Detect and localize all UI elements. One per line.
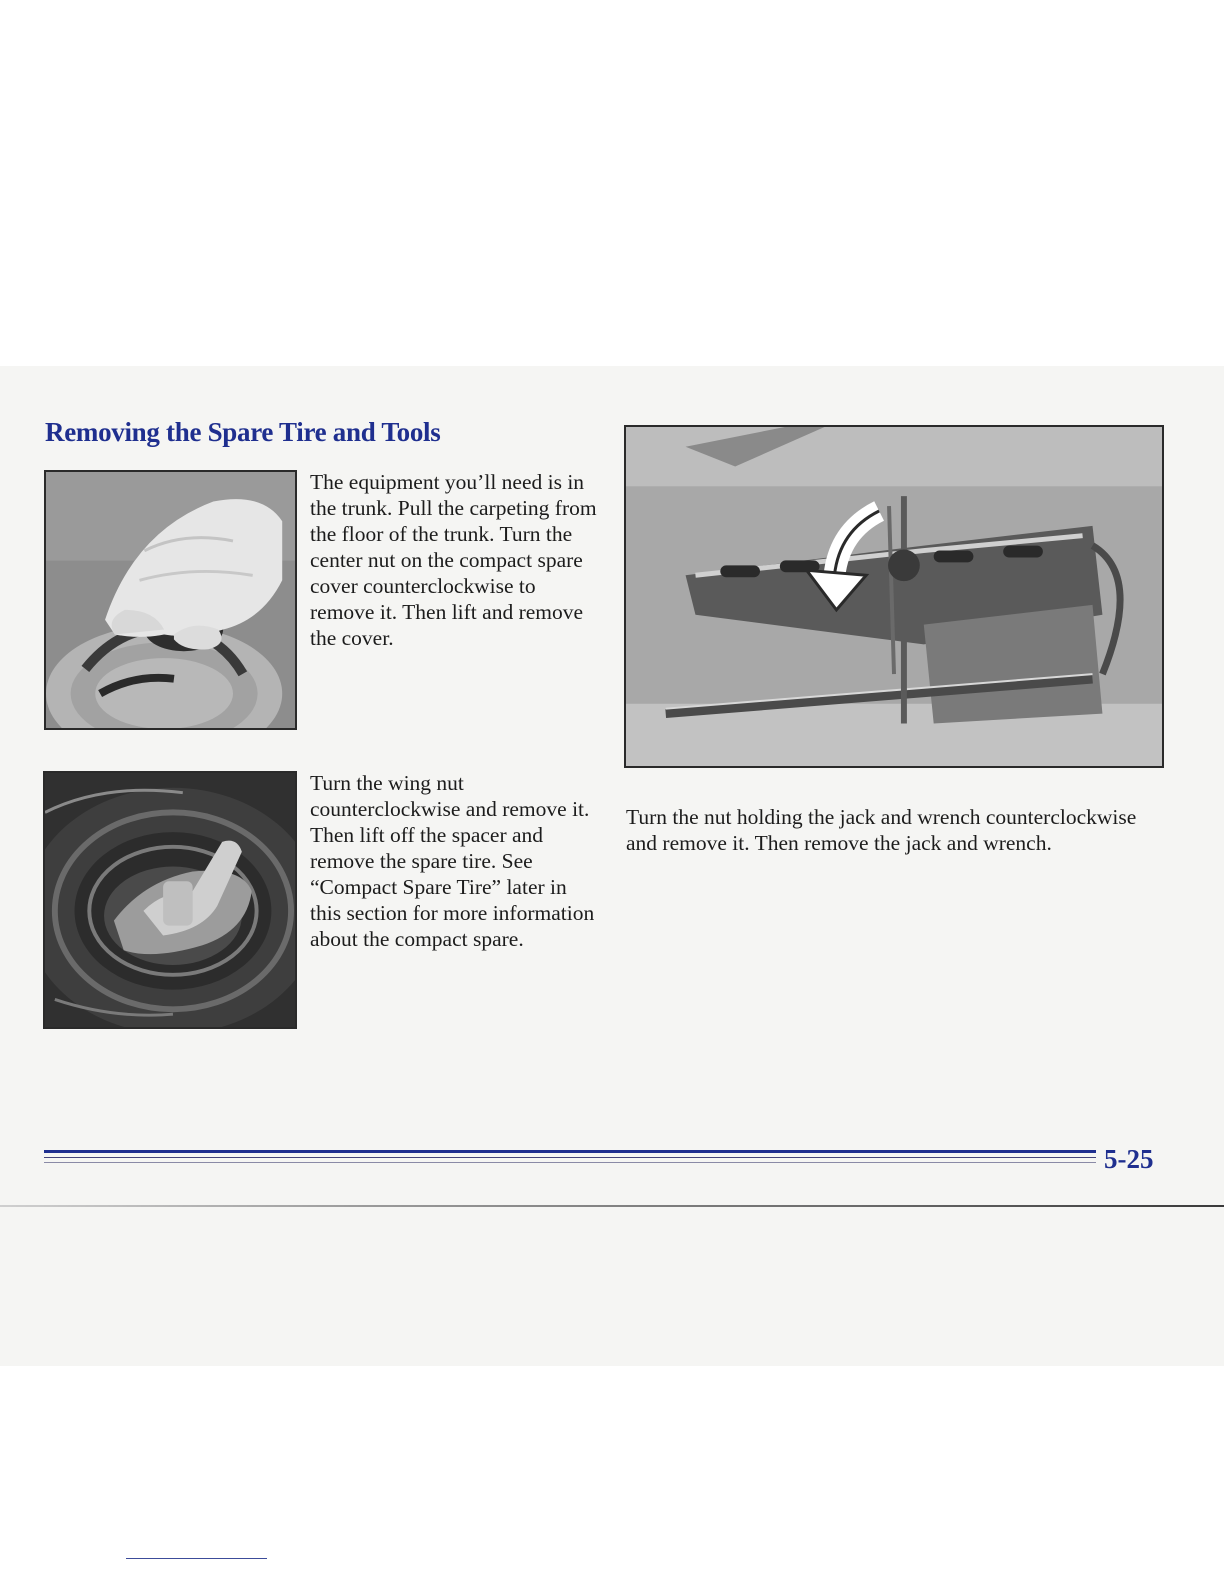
wing-nut-spare-tire-photo (43, 771, 297, 1029)
instruction-text-jack-wrench: Turn the nut holding the jack and wrench counterclockwise and remove it. Then remove the jack and wrench. (626, 805, 1137, 855)
scan-edge-line (0, 1205, 1224, 1207)
instruction-text-spare-tire: Turn the wing nut counterclockwise and remove it. Then lift off the spacer and remove the spare tire. See “Compact Spare Tire” later in this section for more information about the compact spare. (310, 771, 595, 951)
footer-rule (44, 1150, 1096, 1153)
hand-removing-cover-nut-photo (44, 470, 297, 730)
bottom-underline (126, 1558, 267, 1559)
footer-rule-faint (44, 1162, 1096, 1163)
page-number: 5-25 (1104, 1144, 1154, 1174)
jack-and-wrench-photo (624, 425, 1164, 768)
footer-rule-thin (44, 1157, 1096, 1158)
page-title: Removing the Spare Tire and Tools (45, 417, 441, 447)
instruction-text-cover: The equipment you’ll need is in the trunk. Pull the carpeting from the floor of the trunk. Turn the center nut on the compact spare cover counterclockwise to remove it. Then lift and remove the cover. (310, 470, 597, 650)
